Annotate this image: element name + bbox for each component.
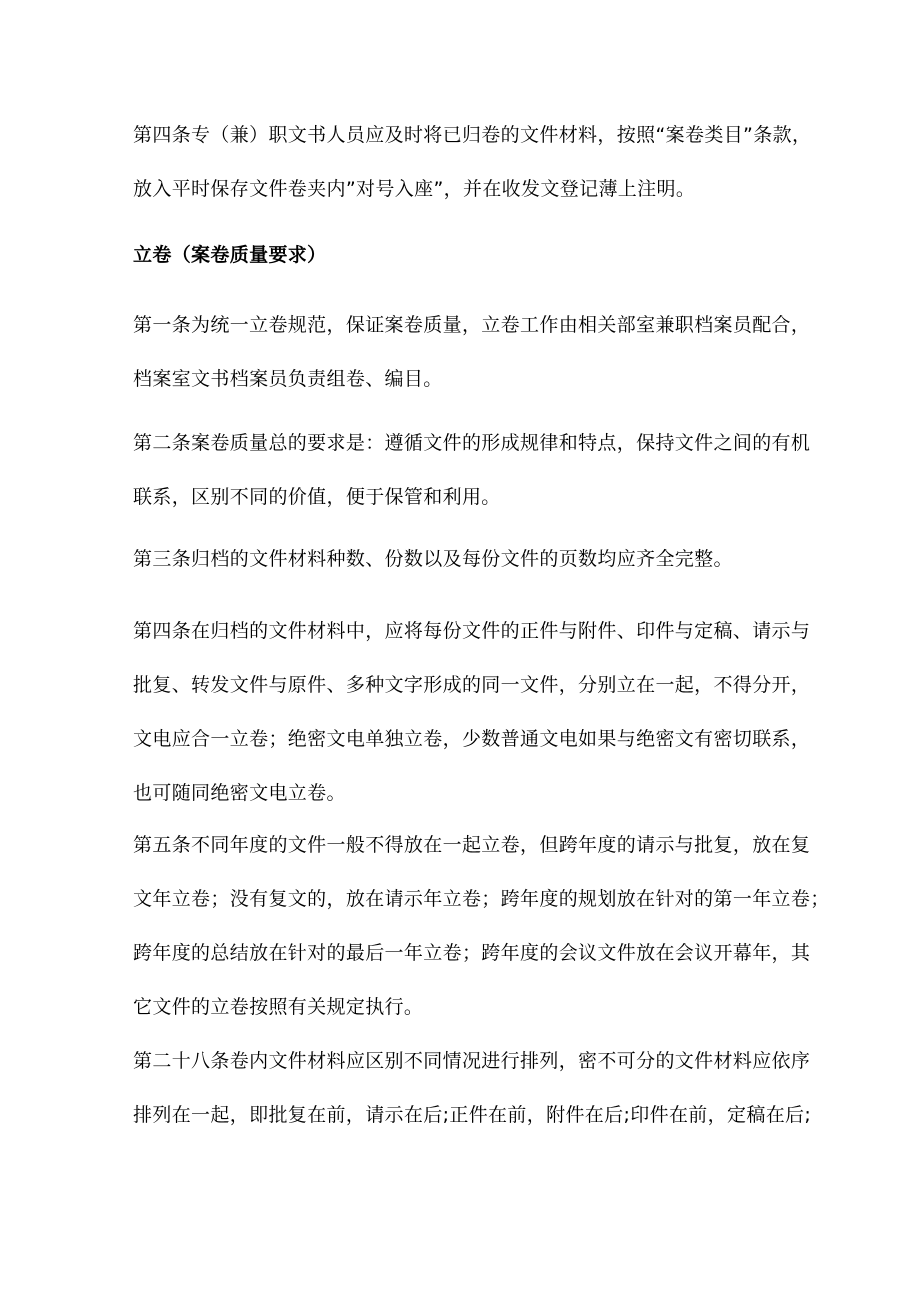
- text-line: 文年立卷；没有复文的，放在请示年立卷；跨年度的规划放在针对的第一年立卷；: [133, 888, 830, 910]
- text-line: 第一条为统一立卷规范，保证案卷质量，立卷工作由相关部室兼职档案员配合，: [133, 314, 811, 336]
- text-line: 第四条专（兼）职文书人员应及时将已归卷的文件材料，按照“案卷类目”条款，: [133, 124, 812, 146]
- text-line: 第三条归档的文件材料种数、份数以及每份文件的页数均应齐全完整。: [133, 548, 733, 570]
- text-line: 第四条在归档的文件材料中，应将每份文件的正件与附件、印件与定稿、请示与: [133, 620, 811, 642]
- text-line: 第二条案卷质量总的要求是：遵循文件的形成规律和特点，保持文件之间的有机: [133, 432, 811, 454]
- text-line: 第五条不同年度的文件一般不得放在一起立卷，但跨年度的请示与批复，放在复: [133, 834, 811, 856]
- section-heading-text: 立卷（案卷质量要求）: [133, 244, 327, 266]
- text-line: 跨年度的总结放在针对的最后一年立卷；跨年度的会议文件放在会议开幕年，其: [133, 942, 811, 964]
- text-line: 文电应合一立卷；绝密文电单独立卷，少数普通文电如果与绝密文有密切联系，: [133, 728, 811, 750]
- paragraph-article-3: [133, 548, 803, 602]
- text-line: 也可随同绝密文电立卷。: [133, 782, 346, 804]
- text-line: 档案室文书档案员负责组卷、编目。: [133, 368, 443, 390]
- text-line: 放入平时保存文件卷夹内”对号入座”，并在收发文登记薄上注明。: [133, 178, 696, 200]
- paragraph-article-2: [133, 432, 811, 540]
- text-line: 联系，区别不同的价值，便于保管和利用。: [133, 486, 501, 508]
- text-line: 批复、转发文件与原件、多种文字形成的同一文件，分别立在一起，不得分开，: [133, 674, 811, 696]
- text-line: 排列在一起，即批复在前，请示在后;正件在前，附件在后;印件在前，定稿在后;: [133, 1104, 812, 1126]
- paragraph-article-1: [133, 314, 811, 422]
- text-line: 它文件的立卷按照有关规定执行。: [133, 996, 424, 1018]
- paragraph-article-4: [133, 620, 811, 836]
- paragraph-article-28: [133, 1050, 812, 1158]
- text-line: 第二十八条卷内文件材料应区别不同情况进行排列，密不可分的文件材料应依序: [133, 1050, 811, 1072]
- section-heading: [133, 244, 803, 298]
- paragraph-article-4-clerk: [133, 124, 812, 232]
- paragraph-article-5: [133, 834, 830, 1050]
